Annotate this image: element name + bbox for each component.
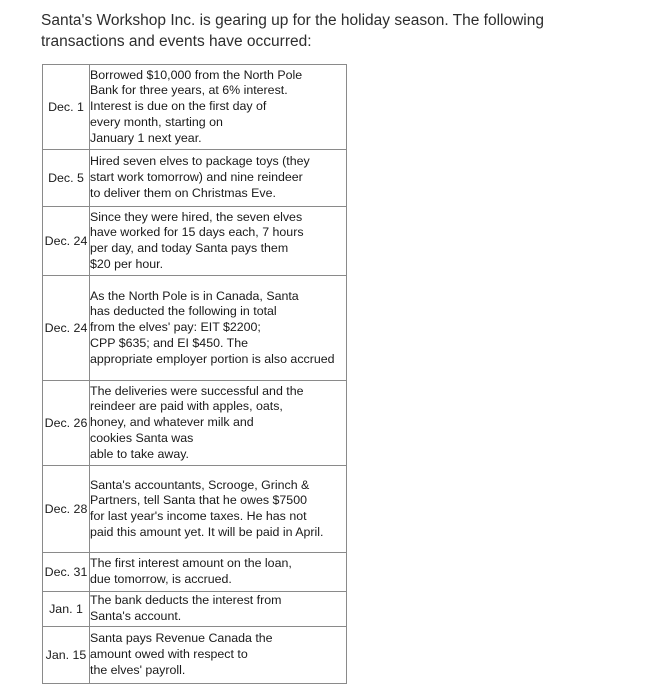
description-line: from the elves' pay: EIT $2200; — [90, 320, 261, 335]
table-row — [43, 207, 347, 276]
intro-line-1: Santa's Workshop Inc. is gearing up for the holiday season. The following — [41, 12, 544, 29]
description-line: As the North Pole is in Canada, Santa — [90, 288, 299, 303]
transactions-table — [42, 64, 347, 684]
description-line: Partners, tell Santa that he owes $7500 — [90, 493, 307, 508]
description-line: amount owed with respect to — [90, 647, 248, 662]
description-line: $20 per hour. — [90, 256, 164, 271]
table-row — [43, 592, 347, 627]
description-line: appropriate employer portion is also accrued — [90, 351, 335, 366]
description-line: the elves' payroll. — [90, 662, 186, 677]
description-line: The first interest amount on the loan, — [90, 556, 292, 571]
description-line: Borrowed $10,000 from the North Pole — [90, 67, 303, 82]
description-line: able to take away. — [90, 446, 189, 461]
transaction-date: Jan. 15 — [43, 627, 90, 684]
transaction-description — [90, 276, 347, 381]
transaction-date: Dec. 1 — [43, 65, 90, 150]
description-line: honey, and whatever milk and — [90, 415, 254, 430]
description-line: due tomorrow, is accrued. — [90, 572, 232, 586]
description-line: Bank for three years, at 6% interest. — [90, 83, 288, 98]
description-line: every month, starting on — [90, 114, 223, 129]
intro-line-2: transactions and events have occurred: — [41, 33, 312, 50]
description-line: January 1 next year. — [90, 130, 202, 145]
description-line: Santa's accountants, Scrooge, Grinch & — [90, 477, 310, 492]
transaction-description — [90, 466, 347, 553]
transaction-description — [90, 150, 347, 207]
description-line: Interest is due on the first day of — [90, 99, 267, 114]
description-line: per day, and today Santa pays them — [90, 241, 289, 255]
description-line: has deducted the following in total — [90, 304, 277, 319]
table-row — [43, 627, 347, 684]
table-row — [43, 276, 347, 381]
description-line: cookies Santa was — [90, 430, 194, 445]
description-line: Hired seven elves to package toys (they — [90, 154, 310, 169]
transaction-date: Jan. 1 — [43, 592, 90, 627]
transaction-description — [90, 592, 347, 627]
table-row — [43, 150, 347, 207]
description-line: start work tomorrow) and nine reindeer — [90, 170, 303, 185]
transaction-description — [90, 207, 347, 276]
transaction-date: Dec. 31 — [43, 553, 90, 592]
transaction-description — [90, 381, 347, 466]
description-line: Santa pays Revenue Canada the — [90, 631, 273, 646]
transaction-date: Dec. 28 — [43, 466, 90, 553]
transaction-description — [90, 553, 347, 592]
transaction-date: Dec. 24 — [43, 276, 90, 381]
table-row — [43, 553, 347, 592]
table-row — [43, 466, 347, 553]
transaction-date: Dec. 5 — [43, 150, 90, 207]
description-line: paid this amount yet. It will be paid in April. — [90, 524, 324, 539]
description-line: CPP $635; and EI $450. The — [90, 335, 248, 350]
description-line: to deliver them on Christmas Eve. — [90, 185, 276, 200]
intro-paragraph — [41, 10, 601, 52]
description-line: The bank deducts the interest from — [90, 593, 282, 608]
transaction-date: Dec. 24 — [43, 207, 90, 276]
table-row — [43, 381, 347, 466]
description-line: for last year's income taxes. He has not — [90, 509, 307, 523]
transactions-table-body — [43, 65, 347, 684]
description-line: Since they were hired, the seven elves — [90, 209, 303, 224]
description-line: The deliveries were successful and the — [90, 383, 304, 398]
transaction-description — [90, 627, 347, 684]
table-row — [43, 65, 347, 150]
transaction-date: Dec. 26 — [43, 381, 90, 466]
transaction-description — [90, 65, 347, 150]
description-line: Santa's account. — [90, 609, 182, 623]
description-line: reindeer are paid with apples, oats, — [90, 399, 283, 414]
description-line: have worked for 15 days each, 7 hours — [90, 225, 304, 240]
